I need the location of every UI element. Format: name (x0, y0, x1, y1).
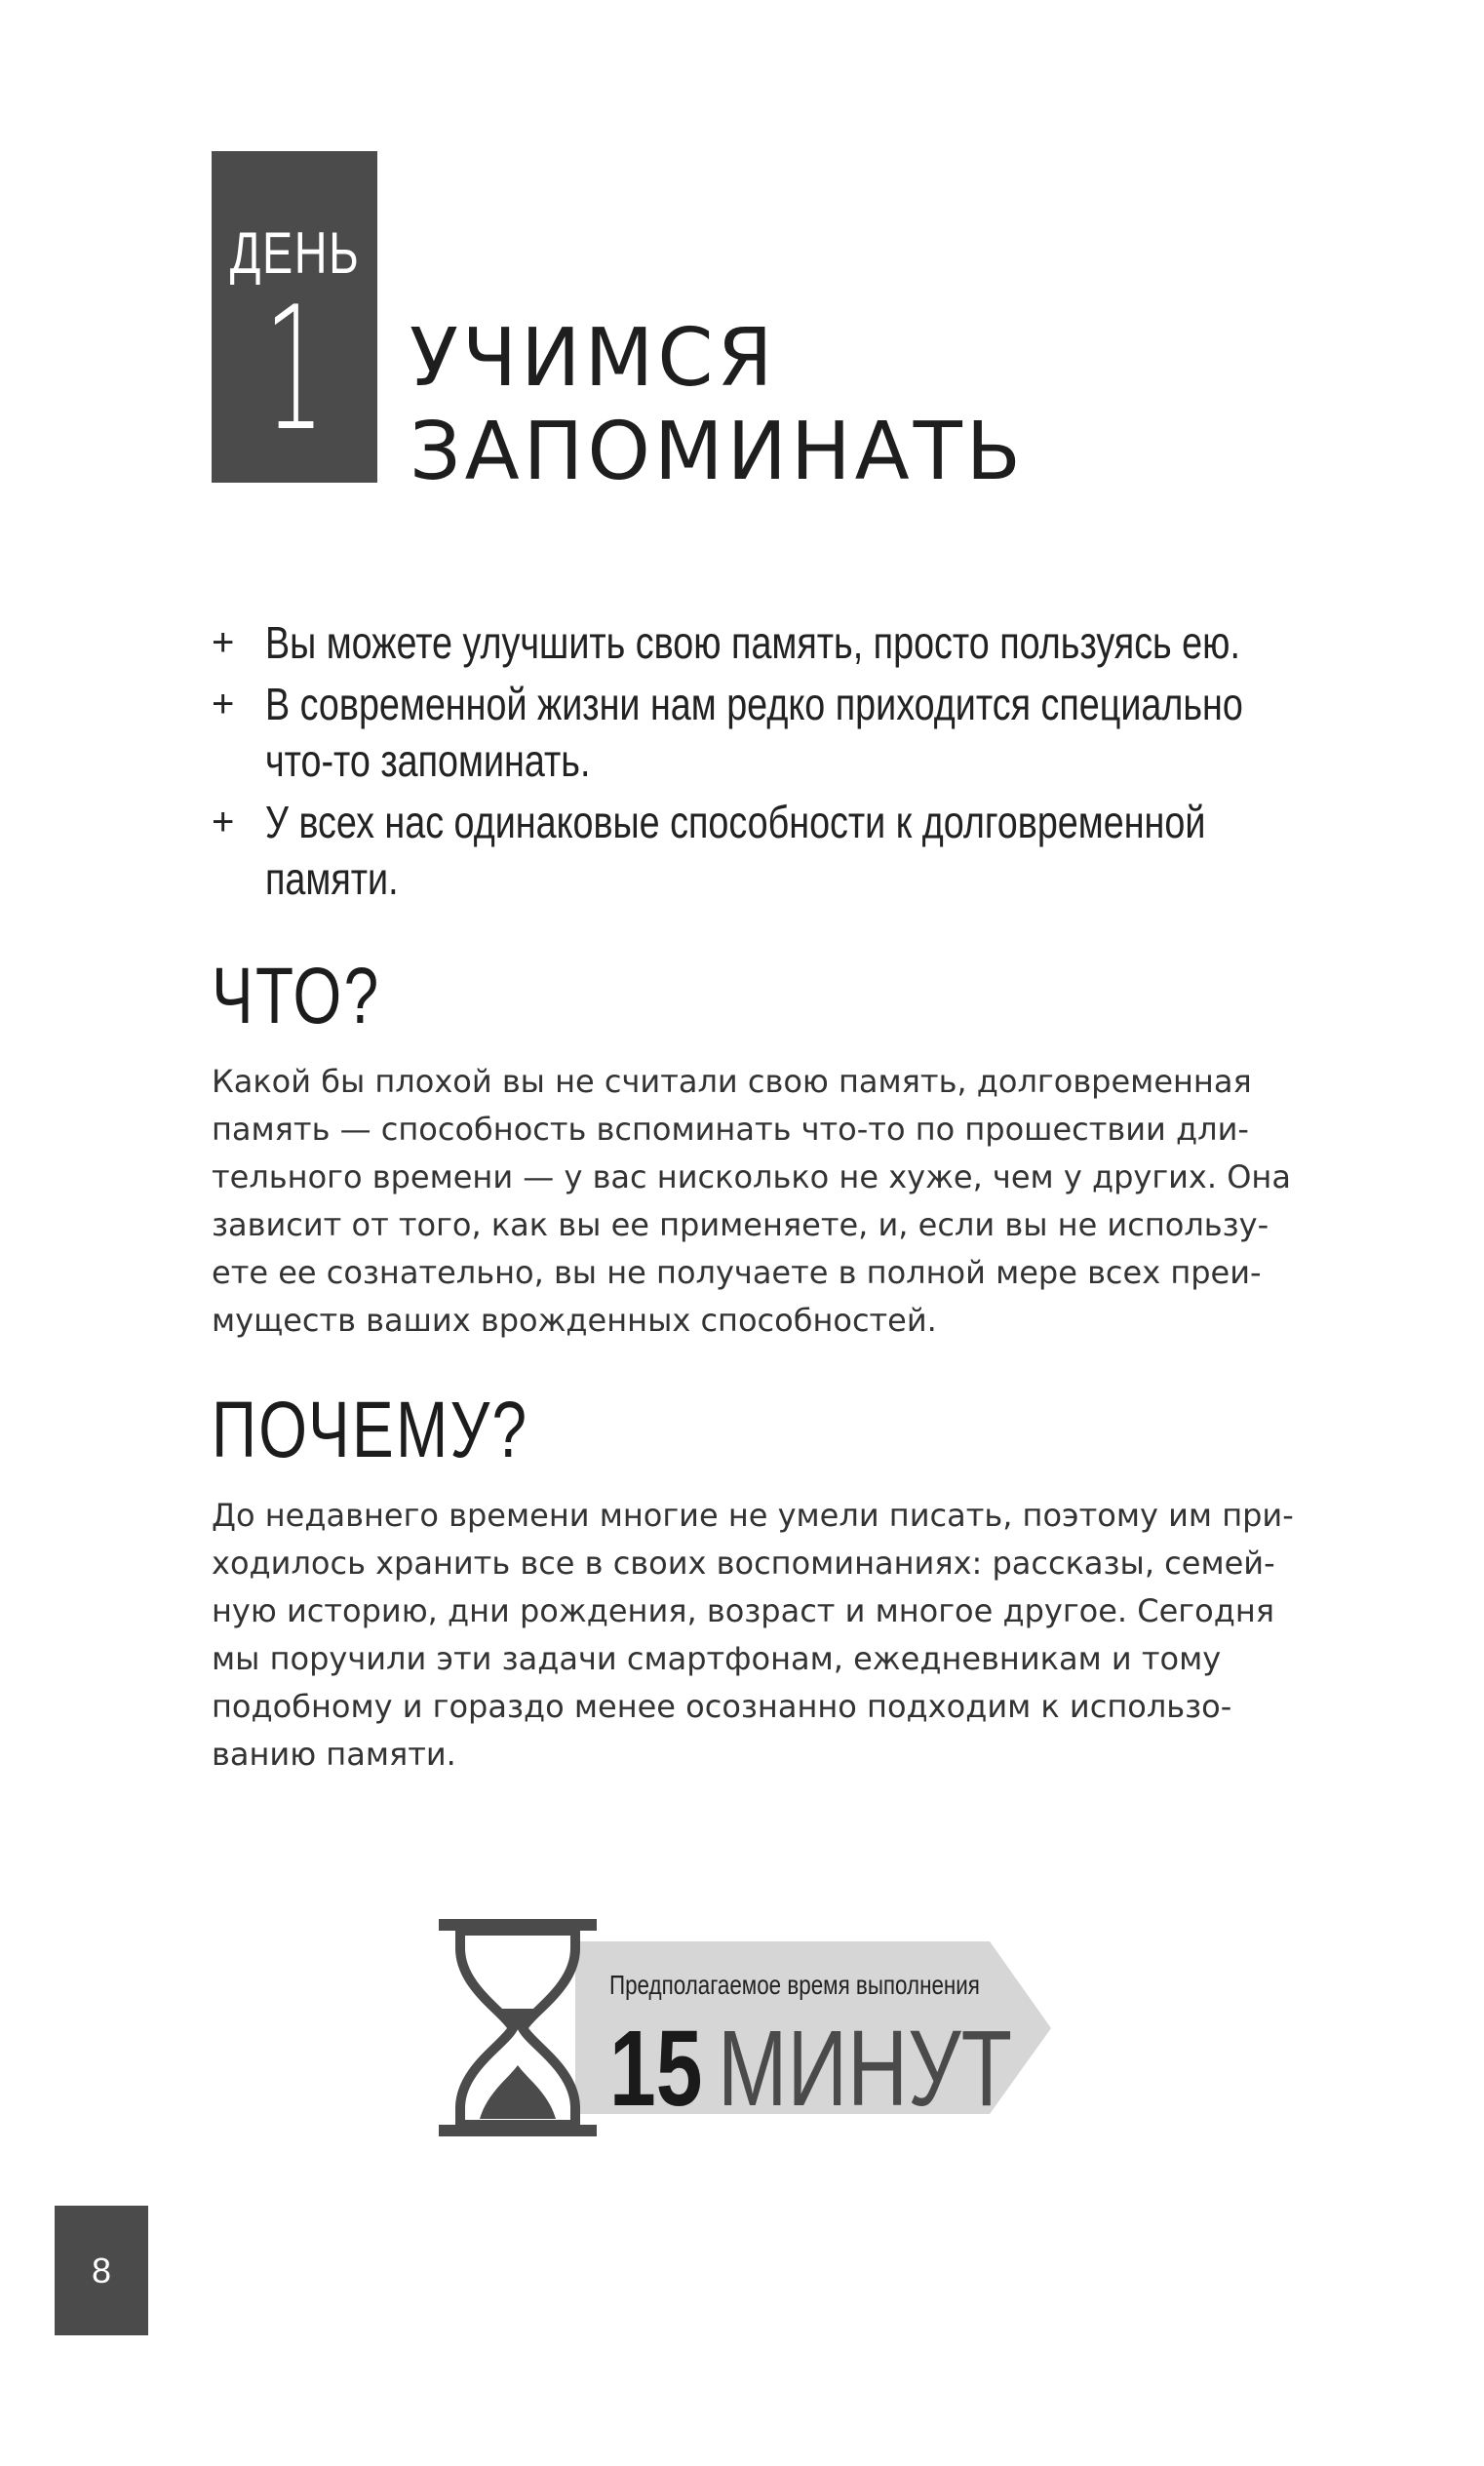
paragraph-line: тельного времени — у вас нисколько не хуже, чем у других. Она (212, 1158, 1291, 1195)
timer-value (609, 2007, 1012, 2131)
paragraph-line: мы поручили эти задачи смартфонам, ежедневникам и тому (212, 1640, 1222, 1677)
paragraph-line: ванию памяти. (212, 1736, 456, 1773)
page-number: 8 (55, 2206, 148, 2335)
plus-icon: + (212, 683, 235, 725)
day-number: 1 (264, 271, 325, 469)
what-paragraph (212, 1058, 1291, 1345)
key-point-text: В современной жизни нам редко приходится специально (265, 679, 1243, 729)
chapter-title-line-2: ЗАПОМИНАТЬ (410, 406, 1026, 498)
paragraph-line: ходилось хранить все в своих воспоминаниях: рассказы, семей- (212, 1545, 1275, 1582)
hourglass-icon (439, 1919, 597, 2136)
paragraph-line: Какой бы плохой вы не считали свою память, долговременная (212, 1063, 1252, 1100)
key-point (212, 794, 1294, 907)
paragraph-line: ете ее сознательно, вы не получаете в полной мере всех преи- (212, 1254, 1262, 1291)
key-point (212, 614, 1294, 671)
key-point-text: Вы можете улучшить свою память, просто пользуясь ею. (265, 617, 1240, 668)
paragraph-line: память — способность вспоминать что-то по прошествии дли- (212, 1111, 1249, 1148)
day-label: ДЕНЬ (229, 220, 361, 286)
key-point-text: У всех нас одинаковые способности к долговременной (265, 797, 1206, 847)
paragraph-line: зависит от того, как вы ее применяете, и, если вы не использу- (212, 1206, 1269, 1243)
key-point (212, 676, 1294, 789)
day-badge (212, 151, 377, 483)
timer-unit: МИНУТ (718, 2009, 1013, 2129)
key-point-text: памяти. (265, 853, 399, 904)
timer-number: 15 (609, 2009, 703, 2129)
key-points-list (212, 614, 1294, 912)
timer-caption: Предполагаемое время выполнения (609, 1970, 980, 2000)
chapter-title-line-1: УЧИМСЯ (410, 312, 777, 405)
plus-icon: + (212, 621, 235, 664)
what-heading: ЧТО? (212, 952, 381, 1040)
paragraph-line: ную историю, дни рождения, возраст и многое другое. Сегодня (212, 1592, 1274, 1629)
paragraph-line: До недавнего времени многие не умели писать, поэтому им при- (212, 1497, 1294, 1534)
paragraph-line: подобному и гораздо менее осознанно подходим к использо- (212, 1688, 1232, 1725)
paragraph-line: муществ ваших врожденных способностей. (212, 1302, 937, 1339)
key-point-text: что-то запоминать. (265, 735, 591, 786)
why-paragraph (212, 1492, 1294, 1779)
chapter-title (410, 312, 1025, 499)
why-heading: ПОЧЕМУ? (212, 1386, 529, 1474)
estimated-time-callout (439, 1919, 1063, 2138)
plus-icon: + (212, 801, 235, 843)
